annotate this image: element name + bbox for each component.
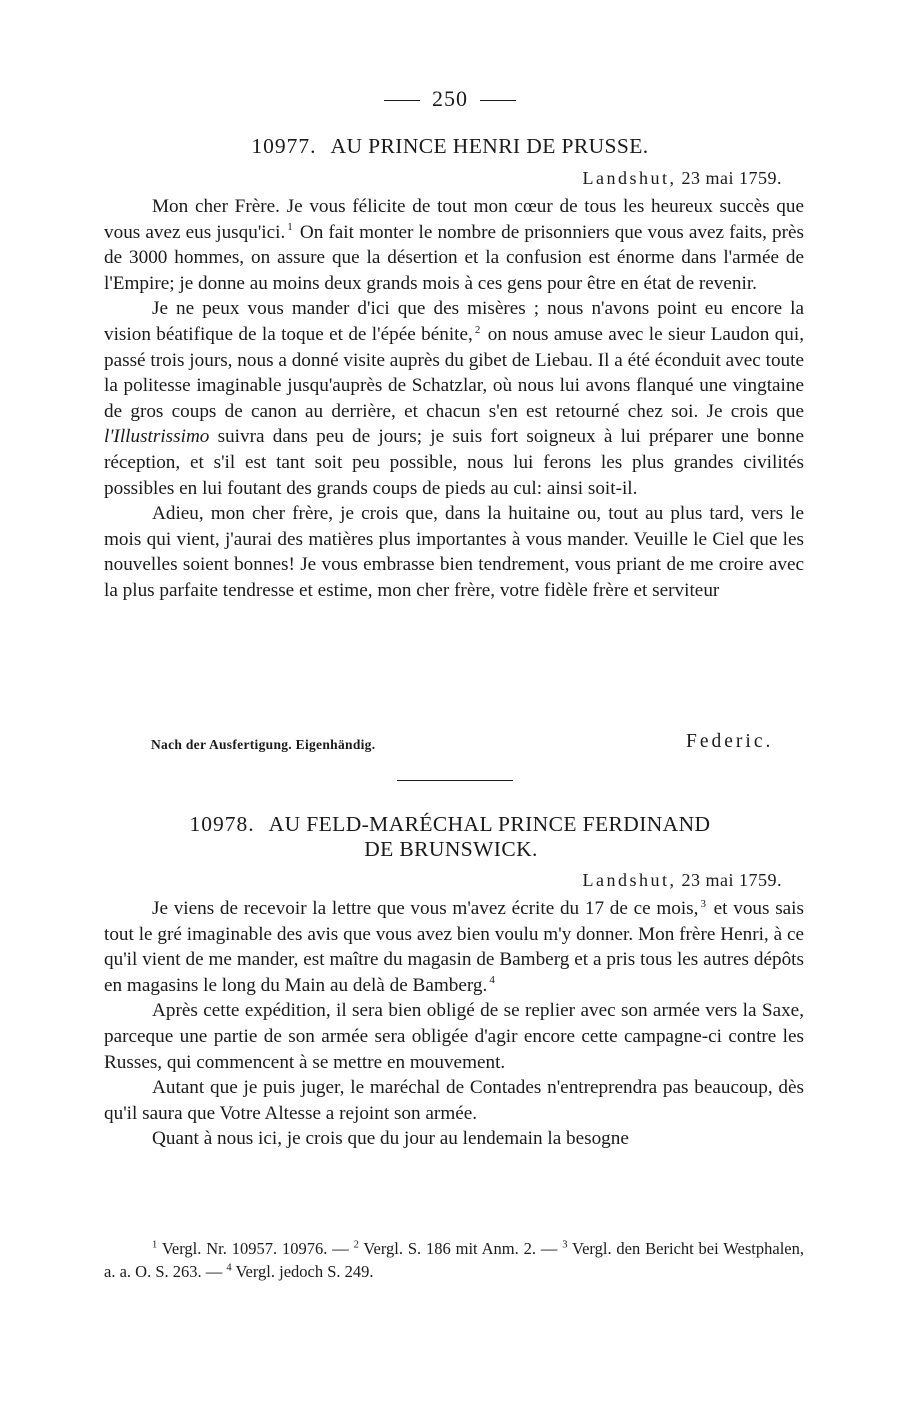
page-number <box>0 86 900 112</box>
paragraph <box>104 501 804 603</box>
paragraph-text: Autant que je puis juger, le maréchal de Contades n'entreprendra pas beaucoup, dès qu'il saura que Votre Altesse a rejoint son armée. <box>104 1077 804 1124</box>
dateline-10978 <box>583 870 783 891</box>
paragraph-text: Quant à nous ici, je crois que du jour au lendemain la besogne <box>152 1128 629 1150</box>
footnote-text: Vergl. jedoch S. 249. <box>231 1262 374 1281</box>
paragraph-text: Je viens de recevoir la lettre que vous m'avez écrite du 17 de ce mois, <box>152 898 699 919</box>
letter-number: 10978. <box>189 812 255 836</box>
dateline-date: 23 mai 1759. <box>681 168 782 188</box>
letter-heading-10978 <box>0 812 900 862</box>
footnote-block <box>104 1237 804 1283</box>
paragraph-text: Je ne peux vous mander d'ici que des misères ; nous n'avons point eu encore la vision béatifique de la toque et de l'épée bénite, <box>104 298 804 345</box>
letter-recipient: AU FELD-MARÉCHAL PRINCE FERDINAND <box>268 812 711 836</box>
paragraph-text: on nous amuse avec le sieur Laudon qui, passé trois jours, nous a donné visite auprès du gibet de Liebau. Il a été éconduit avec toute la politesse imaginable jusqu'auprès de Schatzlar, où nous lui avons flanqué une vingtaine de gros coups de canon au derrière, et chacun s'en est retourné chez soi. Je crois que <box>104 323 805 422</box>
italic-term: l'Illustrissimo <box>104 426 210 448</box>
signature: Federic. <box>686 731 774 752</box>
section-divider <box>397 780 513 781</box>
footnote-number: 3 <box>562 1239 568 1251</box>
paragraph-text: Mon cher Frère. Je vous félicite de tout mon cœur de tous les heureux succès que vous avez eus jusqu'ici. <box>104 196 804 243</box>
footnote-marker: 4 <box>489 974 495 987</box>
page-number-dash-right <box>480 100 516 101</box>
footnotes <box>104 1237 804 1283</box>
footnote-marker: 1 <box>287 221 293 234</box>
page-number-dash-left <box>384 100 420 101</box>
footnote-number: 1 <box>152 1239 158 1251</box>
letter-body-10977 <box>104 194 804 604</box>
paragraph-text: suivra dans peu de jours; je suis fort soigneux à lui préparer une bonne réception, et s'il est tant soit peu possible, nous lui ferons les plus grandes civilités possibles en lui foutant des grands coups de pieds au cul: ainsi soit-il. <box>104 426 804 499</box>
footnote-marker: 3 <box>700 897 706 910</box>
paragraph-text: et vous sais tout le gré imaginable des avis que vous avez bien voulu m'y donner. Mon frère Henri, à ce qu'il vient de me mander, est maître du magasin de Bamberg et a pris tous les autres dépôts en magasins le long du Main au delà de Bamberg. <box>104 898 804 996</box>
paragraph-text: Après cette expédition, il sera bien obligé de se replier avec son armée vers la Saxe, parceque une partie de son armée sera obligée d'agir encore cette campagne-ci contre les Russes, qui commencent à se mettre en mouvement. <box>104 1000 804 1073</box>
dateline-10977 <box>583 168 783 189</box>
letter-heading-line1 <box>0 812 900 837</box>
paragraph-text: On fait monter le nombre de prisonniers que vous avez faits, près de 3000 hommes, on assure que la désertion et la confusion est énorme dans l'armée de l'Empire; je donne au moins deux grands mois à ces gens pour être en état de revenir. <box>104 221 804 294</box>
footnote-text: Vergl. den Bericht bei Westphalen, a. a. O. S. 263. — <box>104 1239 804 1281</box>
letter-recipient-line2: DE BRUNSWICK. <box>364 837 538 861</box>
paragraph <box>104 998 804 1075</box>
paragraph <box>104 194 804 296</box>
footnote-text: Vergl. S. 186 mit Anm. 2. — <box>358 1239 563 1258</box>
footnote-marker: 2 <box>474 323 481 336</box>
page-number-value: 250 <box>432 86 468 111</box>
paragraph <box>104 896 804 998</box>
dateline-date: 23 mai 1759. <box>681 870 782 890</box>
paragraph <box>104 296 804 501</box>
letter-heading-10977 <box>0 134 900 159</box>
footnote-number: 4 <box>226 1262 232 1274</box>
paragraph-text: Adieu, mon cher frère, je crois que, dans la huitaine ou, tout au plus tard, vers le mois qui vient, j'aurai des matières plus importantes à vous mander. Veuille le Ciel que les nouvelles soient bonnes! Je vous embrasse bien tendrement, vous priant de me croire avec la plus parfaite tendresse et estime, mon cher frère, votre fidèle frère et serviteur <box>104 503 804 601</box>
source-note: Nach der Ausfertigung. Eigenhändig. <box>151 737 376 752</box>
footnote-text: Vergl. Nr. 10957. 10976. — <box>157 1239 354 1258</box>
paragraph <box>104 1075 804 1126</box>
paragraph <box>104 1126 804 1152</box>
footnote-number: 2 <box>353 1239 359 1251</box>
dateline-place: Landshut, <box>582 168 677 188</box>
letter-recipient: AU PRINCE HENRI DE PRUSSE. <box>330 134 649 158</box>
dateline-place: Landshut, <box>582 870 677 890</box>
letter-body-10978 <box>104 896 804 1152</box>
letter-number: 10977. <box>251 134 317 158</box>
